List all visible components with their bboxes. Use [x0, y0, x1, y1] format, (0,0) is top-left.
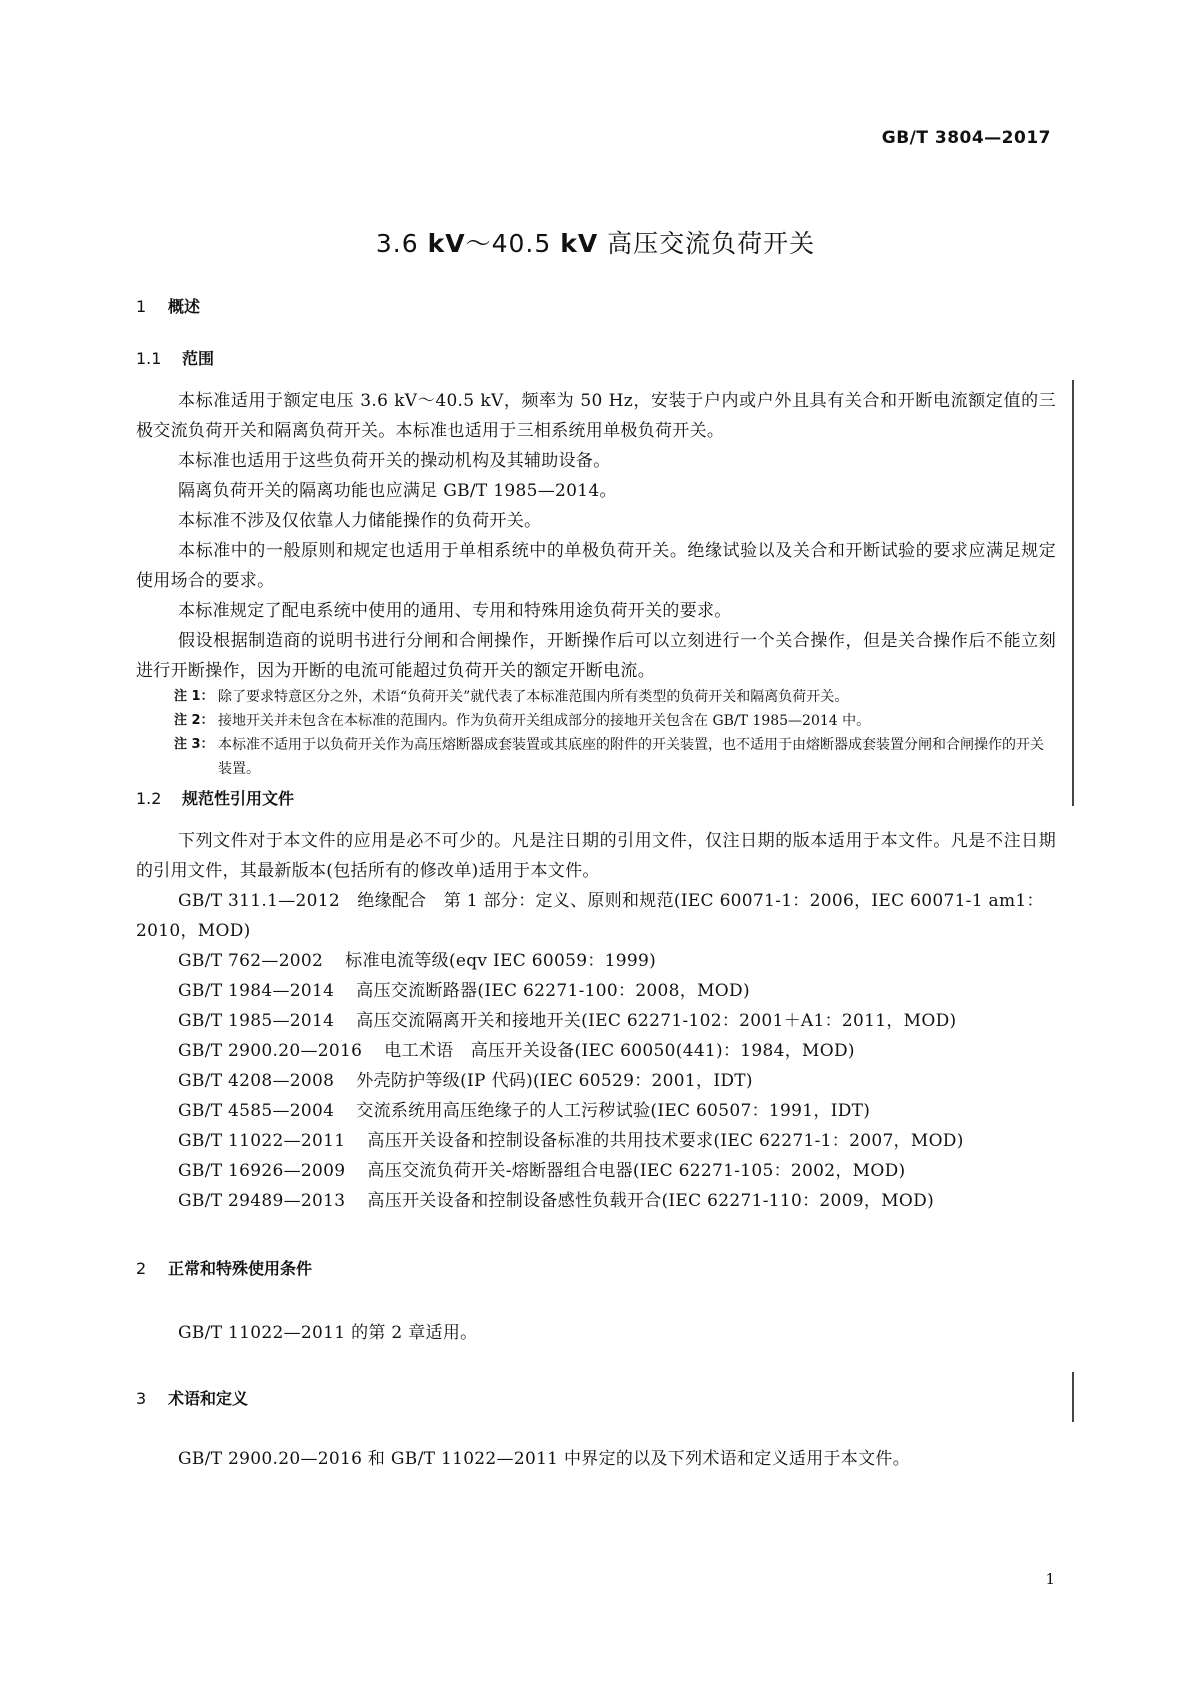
section-title: 范围 — [182, 349, 215, 368]
paragraph: 隔离负荷开关的隔离功能也应满足 GB/T 1985—2014。 — [178, 481, 617, 501]
section-1-1-heading — [136, 346, 214, 369]
section-title: 概述 — [168, 297, 201, 316]
reference-title: 外壳防护等级(IP 代码)(IEC 60529：2001，IDT) — [356, 1071, 753, 1091]
note-text: 接地开关并未包含在本标准的范围内。作为负荷开关组成部分的接地开关包含在 GB/T 1985—2014 中。 — [218, 713, 871, 729]
reference-entry — [178, 1036, 855, 1066]
reference-title: 交流系统用高压绝缘子的人工污秽试验(IEC 60507：1991，IDT) — [356, 1101, 871, 1121]
reference-code: GB/T 4585—2004 — [178, 1101, 335, 1121]
section-number: 3 — [136, 1389, 147, 1408]
page-number: 1 — [1045, 1570, 1055, 1588]
note — [174, 684, 1054, 709]
reference-code: GB/T 11022—2011 — [178, 1131, 346, 1151]
paragraph: 下列文件对于本文件的应用是必不可少的。凡是注日期的引用文件，仅注日期的版本适用于本文件。凡是不注日期的引用文件，其最新版本(包括所有的修改单)适用于本文件。 — [136, 831, 1056, 881]
note-text: 本标准不适用于以负荷开关作为高压熔断器成套装置或其底座的附件的开关装置，也不适用于由熔断器成套装置分闸和合闸操作的开关装置。 — [218, 737, 1044, 777]
note — [174, 708, 1054, 733]
title-unit-2: kV — [560, 229, 599, 258]
reference-title: 标准电流等级(eqv IEC 60059：1999) — [345, 951, 657, 971]
change-bar — [1072, 1372, 1074, 1422]
title-unit-1: kV — [427, 229, 466, 258]
reference-title: 高压交流断路器(IEC 62271-100：2008，MOD) — [356, 981, 750, 1001]
note-label: 注 2： — [174, 713, 214, 728]
title-mid: ～40.5 — [465, 229, 561, 258]
reference-entry — [178, 1156, 905, 1186]
note-label: 注 3： — [174, 737, 214, 752]
section-number: 1.2 — [136, 789, 162, 808]
reference-entry — [178, 1006, 956, 1036]
reference-title: 高压交流负荷开关-熔断器组合电器(IEC 62271-105：2002，MOD) — [367, 1161, 906, 1181]
section-2-heading — [136, 1256, 312, 1279]
reference-title: 电工术语 高压开关设备(IEC 60050(441)：1984，MOD) — [384, 1041, 855, 1061]
document-title — [0, 224, 1191, 260]
standard-code: GB/T 3804—2017 — [881, 128, 1051, 148]
reference-code: GB/T 1984—2014 — [178, 981, 335, 1001]
section-title: 规范性引用文件 — [182, 789, 295, 808]
section-3-heading — [136, 1386, 248, 1409]
title-suffix: 高压交流负荷开关 — [598, 229, 816, 258]
reference-title: 高压交流隔离开关和接地开关(IEC 62271-102：2001＋A1：2011，MOD) — [356, 1011, 957, 1031]
note-text: 除了要求特意区分之外，术语“负荷开关”就代表了本标准范围内所有类型的负荷开关和隔离负荷开关。 — [218, 689, 849, 705]
paragraph: 本标准不涉及仅依靠人力储能操作的负荷开关。 — [178, 511, 542, 531]
paragraph: 本标准也适用于这些负荷开关的操动机构及其辅助设备。 — [178, 451, 611, 471]
section-1-2-heading — [136, 786, 294, 809]
reference-code: GB/T 2900.20—2016 — [178, 1041, 363, 1061]
reference-title: 高压开关设备和控制设备感性负载开合(IEC 62271-110：2009，MOD) — [367, 1191, 934, 1211]
reference-entry — [178, 1066, 753, 1096]
reference-code: GB/T 1985—2014 — [178, 1011, 335, 1031]
note — [174, 732, 1054, 781]
section-number: 1 — [136, 297, 147, 316]
reference-entry — [178, 1186, 934, 1216]
paragraph: GB/T 11022—2011 的第 2 章适用。 — [178, 1323, 478, 1343]
reference-entry: GB/T 311.1—2012 绝缘配合 第 1 部分：定义、原则和规范(IEC 60071-1：2006，IEC 60071-1 am1：2010，MOD) — [136, 891, 1044, 941]
section-number: 1.1 — [136, 349, 162, 368]
reference-code: GB/T 4208—2008 — [178, 1071, 335, 1091]
reference-code: GB/T 29489—2013 — [178, 1191, 346, 1211]
section-number: 2 — [136, 1259, 147, 1278]
reference-entry — [178, 976, 750, 1006]
paragraph: 本标准适用于额定电压 3.6 kV～40.5 kV，频率为 50 Hz，安装于户内或户外且具有关合和开断电流额定值的三极交流负荷开关和隔离负荷开关。本标准也适用于三相系统用单极负荷开关。 — [136, 391, 1056, 441]
section-1-heading — [136, 294, 200, 317]
paragraph: 本标准规定了配电系统中使用的通用、专用和特殊用途负荷开关的要求。 — [178, 601, 732, 621]
reference-entry — [178, 1126, 964, 1156]
reference-title: 高压开关设备和控制设备标准的共用技术要求(IEC 62271-1：2007，MOD) — [367, 1131, 964, 1151]
reference-entry — [178, 1096, 870, 1126]
section-title: 正常和特殊使用条件 — [168, 1259, 313, 1278]
reference-code: GB/T 762—2002 — [178, 951, 324, 971]
paragraph: 假设根据制造商的说明书进行分闸和合闸操作，开断操作后可以立刻进行一个关合操作，但是关合操作后不能立刻进行开断操作，因为开断的电流可能超过负荷开关的额定开断电流。 — [136, 631, 1056, 681]
change-bar — [1072, 380, 1074, 806]
section-title: 术语和定义 — [168, 1389, 249, 1408]
paragraph: 本标准中的一般原则和规定也适用于单相系统中的单极负荷开关。绝缘试验以及关合和开断试验的要求应满足规定使用场合的要求。 — [136, 541, 1056, 591]
title-prefix: 3.6 — [375, 229, 428, 258]
reference-code: GB/T 16926—2009 — [178, 1161, 346, 1181]
note-label: 注 1： — [174, 689, 214, 704]
paragraph: GB/T 2900.20—2016 和 GB/T 11022—2011 中界定的以及下列术语和定义适用于本文件。 — [178, 1449, 911, 1469]
reference-entry — [178, 946, 656, 976]
